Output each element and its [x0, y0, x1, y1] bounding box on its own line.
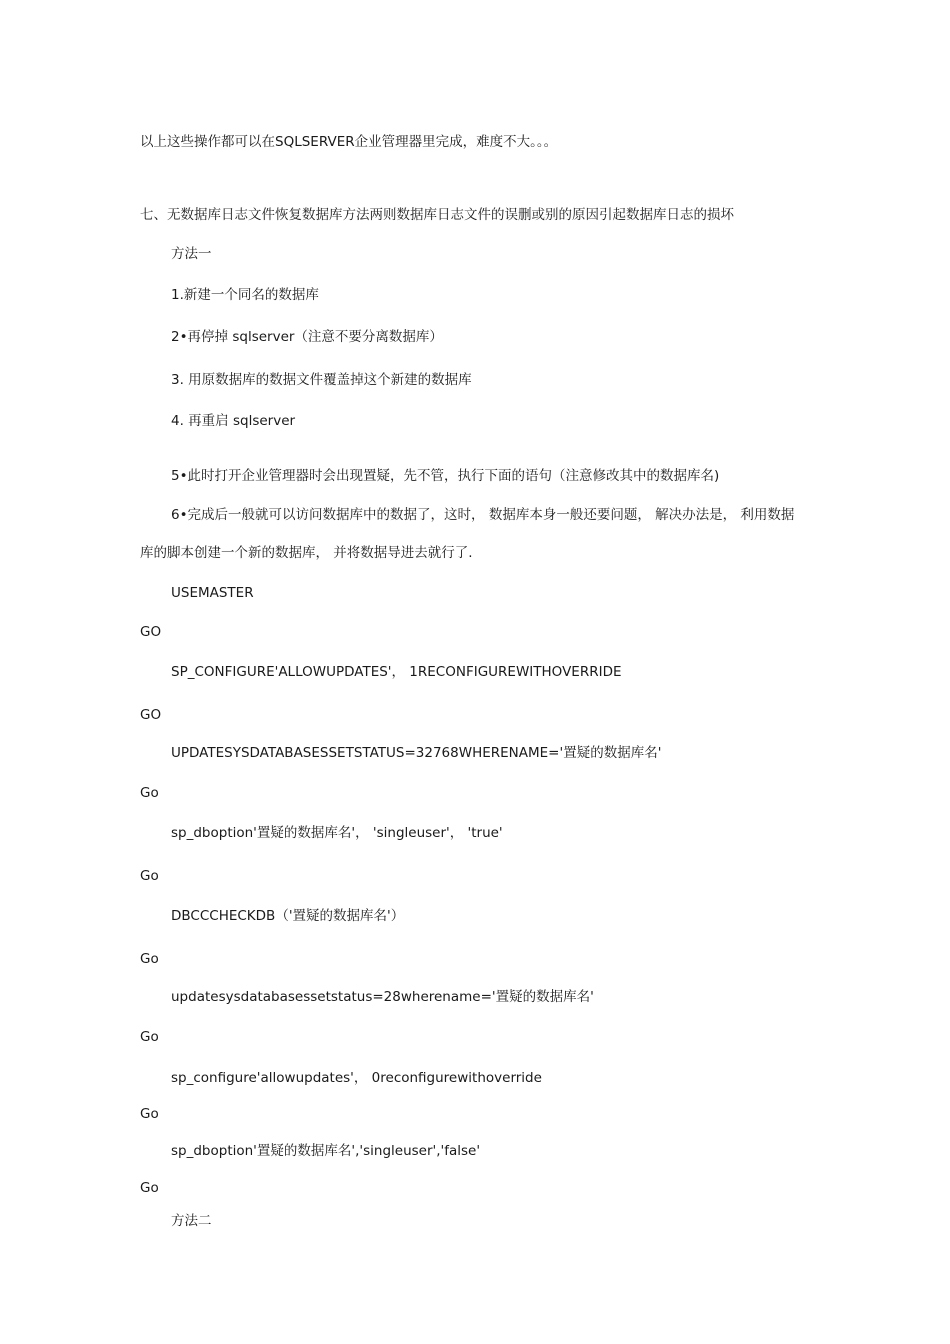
code-line-go: Go [140, 1029, 159, 1045]
code-line-go: GO [140, 624, 162, 640]
paragraph-summary: 以上这些操作都可以在SQLSERVER企业管理器里完成，难度不大。。。 [140, 134, 558, 150]
code-line: sp_dboption'置疑的数据库名'， 'singleuser'， 'true' [171, 825, 503, 841]
step-5: 5•此时打开企业管理器时会出现置疑，先不管，执行下面的语句（注意修改其中的数据库名) [171, 468, 720, 484]
step-2: 2•再停掉 sqlserver（注意不要分离数据库） [171, 329, 443, 345]
code-line-go: GO [140, 707, 162, 723]
code-line-go: Go [140, 1106, 159, 1122]
code-line-go: Go [140, 785, 159, 801]
step-1: 1.新建一个同名的数据库 [171, 287, 319, 303]
code-line-go: Go [140, 951, 159, 967]
method-two-heading: 方法二 [171, 1213, 212, 1229]
code-line: sp_configure'allowupdates'， 0reconfigurewithoverride [171, 1070, 542, 1086]
code-line: updatesysdatabasessetstatus=28wherename='置疑的数据库名' [171, 989, 594, 1005]
step-6: 6•完成后一般就可以访问数据库中的数据了，这时， 数据库本身一般还要问题， 解决办法是， 利用数据 [171, 507, 795, 523]
code-line: sp_dboption'置疑的数据库名','singleuser','false' [171, 1143, 481, 1159]
method-one-heading: 方法一 [171, 246, 212, 262]
code-line-go: Go [140, 1180, 159, 1196]
section-heading-7: 七、无数据库日志文件恢复数据库方法两则数据库日志文件的误删或别的原因引起数据库日志的损坏 [140, 207, 734, 223]
step-3: 3. 用原数据库的数据文件覆盖掉这个新建的数据库 [171, 372, 472, 388]
step-6-continued: 库的脚本创建一个新的数据库， 并将数据导进去就行了. [140, 545, 473, 561]
step-4: 4. 再重启 sqlserver [171, 413, 296, 429]
code-line: UPDATESYSDATABASESSETSTATUS=32768WHERENAME='置疑的数据库名' [171, 745, 662, 761]
code-line: SP_CONFIGURE'ALLOWUPDATES'， 1RECONFIGUREWITHOVERRIDE [171, 664, 622, 680]
code-line-go: Go [140, 868, 159, 884]
code-line: DBCCCHECKDB（'置疑的数据库名'） [171, 908, 405, 924]
code-line: USEMASTER [171, 585, 254, 601]
